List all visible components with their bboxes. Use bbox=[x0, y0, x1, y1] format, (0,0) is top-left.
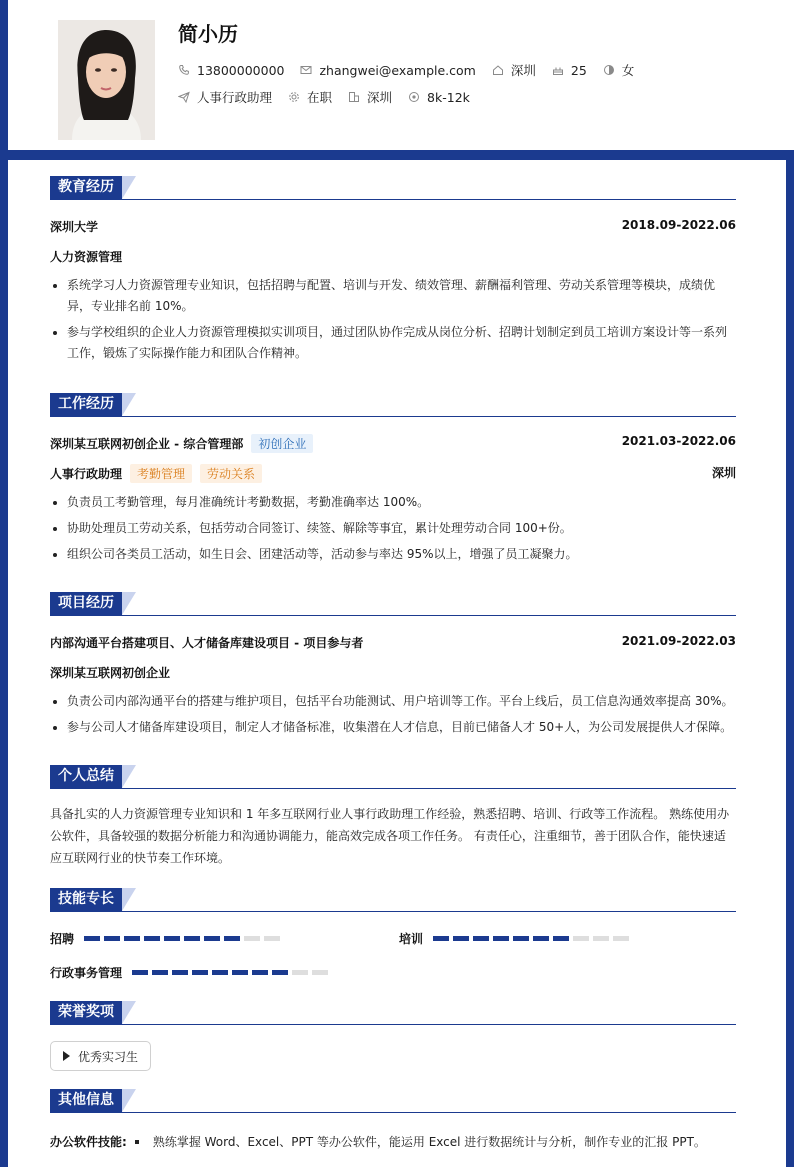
summary-text: 具备扎实的人力资源管理专业知识和 1 年多互联网行业人事行政助理工作经验，熟悉招聘、培训、行政等工作流程。 熟练使用办公软件，具备较强的数据分析能力和沟通协调能力，能高效完成各项工作任务。 有责任心，注重细节，善于团队合作，能快速适应互联网行业的快节奏工作环境。 bbox=[50, 807, 730, 865]
skill-level-segment bbox=[264, 936, 280, 941]
list-item: 系统学习人力资源管理专业知识，包括招聘与配置、培训与开发、绩效管理、薪酬福利管理、劳动关系管理等模块，成绩优异，专业排名前 10%。 bbox=[50, 275, 736, 317]
section-header bbox=[50, 765, 736, 789]
salary-item bbox=[408, 90, 470, 105]
skill-level-bar bbox=[84, 936, 284, 941]
list-item: 参与学校组织的企业人力资源管理模拟实训项目，通过团队协作完成从岗位分析、招聘计划制定到员工培训方案设计等一系列工作，锻炼了实际操作能力和团队合作精神。 bbox=[50, 322, 736, 364]
skill-level-segment bbox=[573, 936, 589, 941]
award-label: 优秀实习生 bbox=[78, 1049, 139, 1064]
work-header-row bbox=[50, 434, 736, 453]
mail-icon bbox=[300, 64, 312, 76]
work-role-row bbox=[50, 464, 736, 483]
skill-level-segment bbox=[172, 970, 188, 975]
skill-level-segment bbox=[224, 936, 240, 941]
avatar bbox=[58, 20, 155, 140]
skill-item bbox=[50, 964, 332, 981]
section-header bbox=[50, 592, 736, 616]
major: 人力资源管理 bbox=[50, 250, 123, 264]
section-header bbox=[50, 1089, 736, 1113]
play-icon bbox=[63, 1051, 70, 1061]
skill-level-segment bbox=[132, 970, 148, 975]
status-item bbox=[288, 88, 332, 106]
list-item: 组织公司各类员工活动，如生日会、团建活动等，活动参与率达 95%以上，增强了员工凝聚力。 bbox=[50, 544, 736, 565]
skill-level-segment bbox=[292, 970, 308, 975]
skill-item bbox=[50, 930, 284, 947]
section-title: 项目经历 bbox=[50, 592, 122, 615]
skill-name: 招聘 bbox=[50, 932, 75, 946]
work-bullets bbox=[50, 492, 736, 570]
section-header bbox=[50, 393, 736, 417]
coin-icon bbox=[408, 91, 420, 103]
phone-value: 13800000000 bbox=[197, 62, 285, 78]
skill-level-segment bbox=[593, 936, 609, 941]
role-name: 人事行政助理 bbox=[50, 467, 123, 481]
skill-name: 培训 bbox=[399, 932, 424, 946]
work-location: 深圳 bbox=[711, 466, 736, 480]
building-icon bbox=[348, 91, 360, 103]
skill-level-segment bbox=[473, 936, 489, 941]
skill-level-segment bbox=[252, 970, 268, 975]
skill-level-segment bbox=[553, 936, 569, 941]
skill-level-segment bbox=[613, 936, 629, 941]
project-org-row bbox=[50, 664, 736, 681]
project-section bbox=[50, 592, 736, 734]
skill-level-segment bbox=[164, 936, 180, 941]
frame-left-border bbox=[0, 0, 8, 1167]
education-major-row bbox=[50, 248, 736, 265]
award-badge bbox=[50, 1041, 151, 1071]
awards-section bbox=[50, 1001, 736, 1064]
section-title: 荣誉奖项 bbox=[50, 1001, 122, 1024]
gender-item bbox=[603, 61, 635, 79]
skill-level-segment bbox=[212, 970, 228, 975]
gender-value: 女 bbox=[621, 63, 635, 78]
skill-level-segment bbox=[433, 936, 449, 941]
section-title-accent bbox=[122, 393, 136, 416]
other-section bbox=[50, 1089, 736, 1149]
project-bullets bbox=[50, 691, 736, 743]
skill-name: 行政事务管理 bbox=[50, 966, 123, 980]
city-item bbox=[348, 88, 392, 106]
contact-row bbox=[178, 61, 650, 79]
cake-icon bbox=[552, 64, 564, 76]
section-title: 个人总结 bbox=[50, 765, 122, 788]
position-item bbox=[178, 88, 272, 106]
project-org: 深圳某互联网初创企业 bbox=[50, 666, 171, 680]
send-icon bbox=[178, 91, 190, 103]
section-title-accent bbox=[122, 765, 136, 788]
skill-level-segment bbox=[513, 936, 529, 941]
candidate-name: 简小历 bbox=[178, 22, 238, 46]
education-bullets bbox=[50, 275, 736, 369]
email-item bbox=[300, 63, 475, 78]
company-tag: 初创企业 bbox=[251, 434, 313, 453]
skill-level-segment bbox=[184, 936, 200, 941]
section-title-accent bbox=[122, 888, 136, 911]
email-value: zhangwei@example.com bbox=[319, 62, 476, 78]
skill-level-segment bbox=[312, 970, 328, 975]
list-item: 协助处理员工劳动关系，包括劳动合同签订、续签、解除等事宜，累计处理劳动合同 100+份。 bbox=[50, 518, 736, 539]
skill-level-segment bbox=[192, 970, 208, 975]
skill-level-segment bbox=[144, 936, 160, 941]
other-info-row bbox=[50, 1133, 736, 1150]
section-header bbox=[50, 888, 736, 912]
skill-level-segment bbox=[152, 970, 168, 975]
skill-level-segment bbox=[533, 936, 549, 941]
other-text: 熟练掌握 Word、Excel、PPT 等办公软件，能运用 Excel 进行数据统计与分析，制作专业的汇报 PPT。 bbox=[152, 1135, 706, 1149]
summary-section bbox=[50, 765, 736, 865]
list-item: 负责公司内部沟通平台的搭建与维护项目，包括平台功能测试、用户培训等工作。平台上线后，员工信息沟通效率提高 30%。 bbox=[50, 691, 736, 712]
position-value: 人事行政助理 bbox=[197, 90, 273, 105]
work-section bbox=[50, 393, 736, 561]
skill-level-segment bbox=[204, 936, 220, 941]
role-tag: 劳动关系 bbox=[200, 464, 262, 483]
section-title: 技能专长 bbox=[50, 888, 122, 911]
education-section bbox=[50, 176, 736, 360]
section-title: 其他信息 bbox=[50, 1089, 122, 1112]
phone-icon bbox=[178, 64, 190, 76]
section-title-accent bbox=[122, 1001, 136, 1024]
school-name: 深圳大学 bbox=[50, 220, 99, 234]
skill-level-bar bbox=[433, 936, 633, 941]
company-name: 深圳某互联网初创企业 - 综合管理部 bbox=[50, 437, 244, 451]
section-title: 教育经历 bbox=[50, 176, 122, 199]
gender-icon bbox=[603, 64, 615, 76]
other-label: 办公软件技能: bbox=[50, 1135, 127, 1149]
city-value: 深圳 bbox=[367, 90, 393, 105]
section-title: 工作经历 bbox=[50, 393, 122, 416]
skill-level-segment bbox=[493, 936, 509, 941]
frame-right-border bbox=[786, 150, 794, 1167]
list-item: 负责员工考勤管理，每月准确统计考勤数据，考勤准确率达 100%。 bbox=[50, 492, 736, 513]
gear-icon bbox=[288, 91, 300, 103]
education-date: 2018.09-2022.06 bbox=[621, 218, 736, 232]
skill-level-bar bbox=[132, 970, 332, 975]
phone-item bbox=[178, 63, 284, 78]
skill-item bbox=[399, 930, 633, 947]
work-date: 2021.03-2022.06 bbox=[621, 434, 736, 448]
skill-level-segment bbox=[232, 970, 248, 975]
project-date: 2021.09-2022.03 bbox=[621, 634, 736, 648]
section-header bbox=[50, 176, 736, 200]
bullet-square-icon bbox=[135, 1140, 139, 1144]
project-header-row bbox=[50, 634, 736, 651]
job-row bbox=[178, 88, 486, 106]
section-title-accent bbox=[122, 176, 136, 199]
salary-value: 8k-12k bbox=[427, 89, 470, 105]
status-value: 在职 bbox=[307, 90, 333, 105]
skill-level-segment bbox=[453, 936, 469, 941]
home-icon bbox=[492, 64, 504, 76]
skills-section bbox=[50, 888, 736, 980]
project-name: 内部沟通平台搭建项目、人才储备库建设项目 - 项目参与者 bbox=[50, 636, 364, 650]
skill-level-segment bbox=[244, 936, 260, 941]
age-value: 25 bbox=[570, 62, 587, 78]
location-item bbox=[492, 61, 536, 79]
skill-level-segment bbox=[124, 936, 140, 941]
skill-level-segment bbox=[104, 936, 120, 941]
location-value: 深圳 bbox=[510, 63, 536, 78]
education-header-row bbox=[50, 218, 736, 235]
section-header bbox=[50, 1001, 736, 1025]
list-item: 参与公司人才储备库建设项目，制定人才储备标准，收集潜在人才信息，目前已储备人才 50+人，为公司发展提供人才保障。 bbox=[50, 717, 736, 738]
section-title-accent bbox=[122, 592, 136, 615]
role-tag: 考勤管理 bbox=[130, 464, 192, 483]
age-item bbox=[552, 63, 587, 78]
skill-level-segment bbox=[272, 970, 288, 975]
section-title-accent bbox=[122, 1089, 136, 1112]
skill-level-segment bbox=[84, 936, 100, 941]
